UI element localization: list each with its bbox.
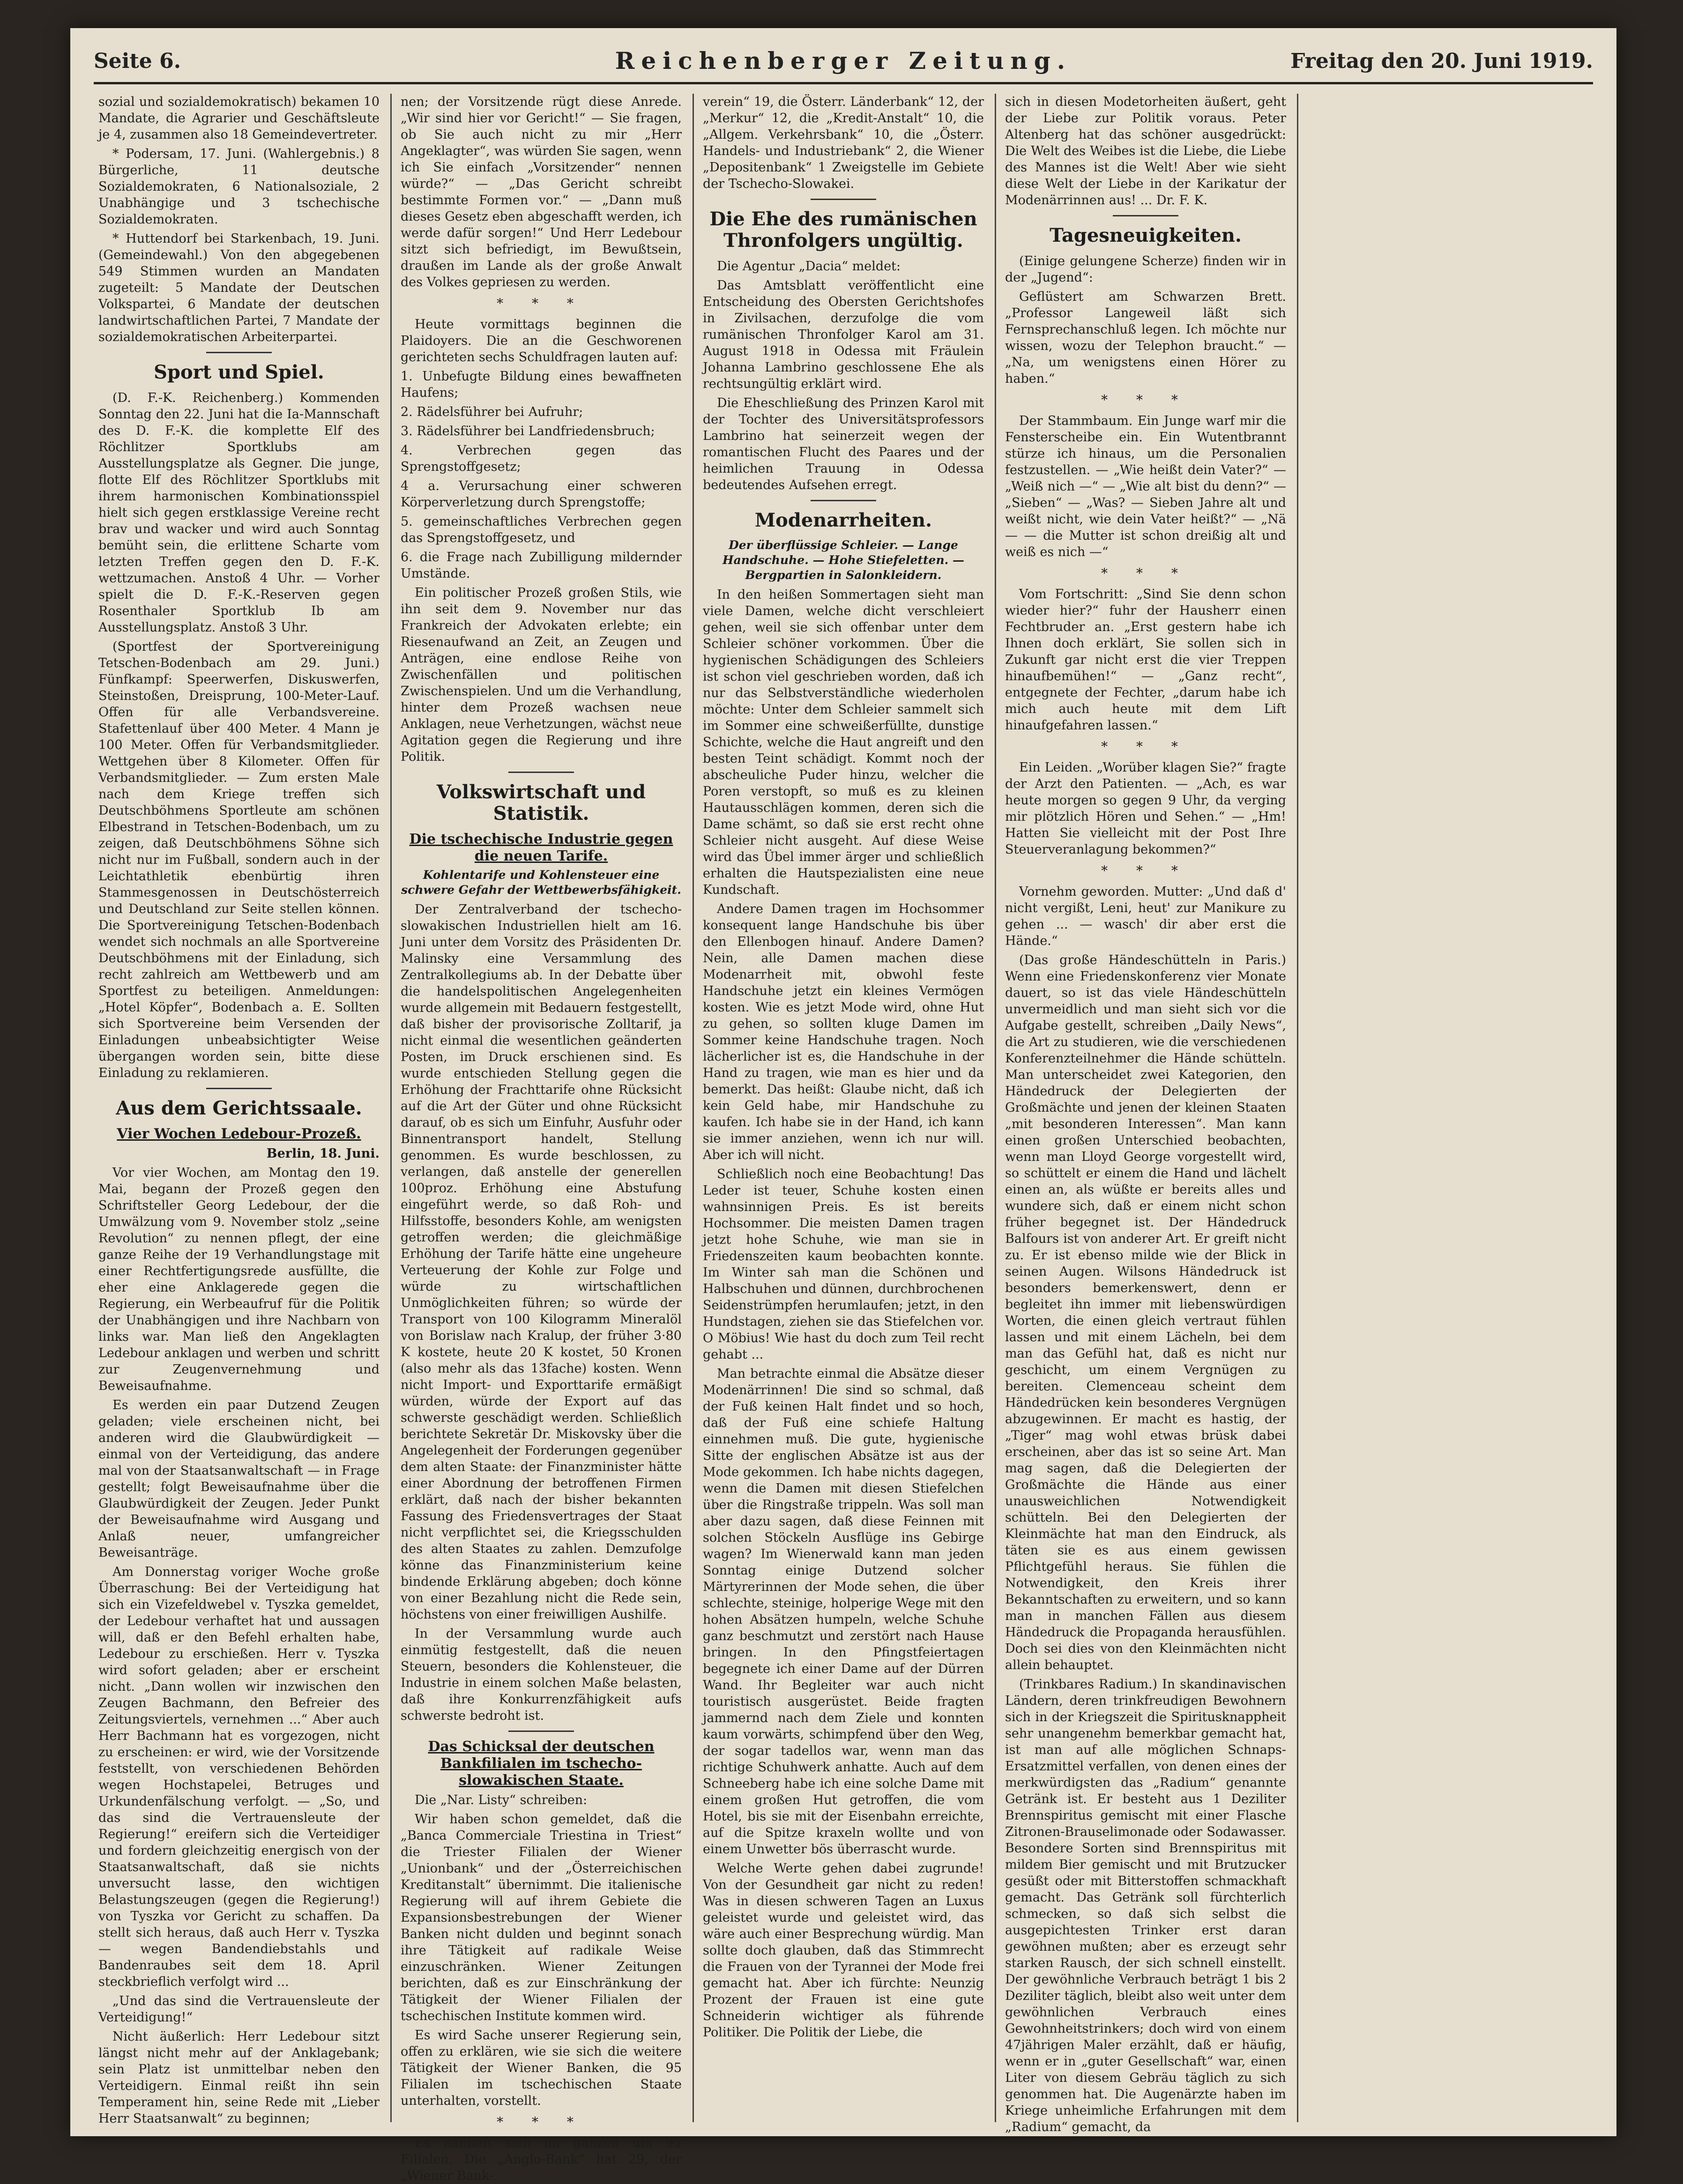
- section-divider: [206, 1088, 272, 1089]
- article-paragraph: Der Stammbaum. Ein Junge warf mir die Fensterscheibe ein. Ein Wutentbrannt stürze ich hinaus, um die Personalien festzustellen. — „Wie heißt dein Vater?“ — „Weiß nich —“ — „Wie alt bist du denn?“ — „Sieben“ — „Was? — Sieben Jahre alt und weißt nicht, wie dein Vater heißt?“ — „Nä — — die Mutter ist schon dreißig alt und weiß es nich —“: [1005, 414, 1286, 559]
- article-headline: Vier Wochen Ledebour-Prozeß.: [117, 1126, 361, 1142]
- election-report-huttendorf: * Huttendorf bei Starkenbach, 19. Juni. (Gemeindewahl.) Von den abgegebenen 549 Stimmen wurden an Mandaten zugeteilt: 5 Mandate der Deutschen Volkspartei, 6 Mandate der deutschen landwirtschaftlichen Partei, 7 Mandate der sozialdemokratischen Arbeiterpartei.: [98, 231, 380, 344]
- article-paragraph: Man betrachte einmal die Absätze dieser Modenärrinnen! Die sind so schmal, daß der Fuß keinen Halt findet und so hoch, daß der Fuß eine schiefe Haltung einnehmen muß. Die gute, hygienische Sitte der englischen Absätze ist aus der Mode gekommen. Ich habe nichts dagegen, wenn die Damen mit diesen Stiefelchen über die Ringstraße trippeln. Was soll man aber dazu sagen, daß diese Feinnen mit solchen Stöckeln Ausflüge ins Gebirge wagen? Im Wienerwald kann man jeden Sonntag einige Dutzend solcher Märtyrerinnen der Mode sehen, die über schlechte, steinige, holperige Wege mit den hohen Absätzen humpeln, welche Schuhe ganz beschmutzt und zerstört nach Hause bringen. In den Pfingstfeiertagen begegnete ich einer Dame auf der Dürren Wand. Ihr Begleiter war auch nicht touristisch ausgerüstet. Beide fragten jammernd nach dem Ziele und konnten kaum vorwärts, schimpfend über den Weg, der sogar tadellos war, wenn man das richtige Schuhwerk anhatte. Auch auf dem Schneeberg habe ich eine solche Dame mit einem großen Hut getroffen, die vom Hotel, bis sie mit der Eisenbahn erreichte, auf die Spitze kraxeln wollte und von einem Unwetter bös überrascht wurde.: [703, 1367, 984, 1857]
- list-item: 4. Verbrechen gegen das Sprengstoffgesetz;: [401, 443, 682, 474]
- article-paragraph: Am Donnerstag voriger Woche große Überraschung: Bei der Verteidigung hat sich ein Vizefeldwebel v. Tyszka gemeldet, der Ledebour verhaftet hat und aussagen will, daß er den Befehl erhalten habe, Ledebour zu erschießen. Herr v. Tyszka wird sofort geladen; aber er erscheint nicht. „Dann wollen wir inzwischen den Zeugen Bachmann, den Befreier des Zeitungsviertels, vernehmen ...“ Aber auch Herr Bachmann hat es vorgezogen, nicht zu erscheinen: er wird, wie der Vorsitzende feststellt, von verschiedenen Behörden wegen Hochstapelei, Betruges und Urkundenfälschung verfolgt. — „So, und das sind die Vertrauensleute der Regierung!“ ereifern sich die Verteidiger und fordern gleichzeitig energisch von der Staatsanwaltschaft, daß sie nichts unversucht lasse, den wichtigen Belastungszeugen (gegen die Regierung!) von Tyszka vor Gericht zu schaffen. Da stellt sich heraus, daß auch Herr v. Tyszka — wegen Bandendiebstahls und Bandenraubes seit dem 18. April steckbrieflich verfolgt wird ...: [98, 1565, 380, 1989]
- section-title-news: Tagesneuigkeiten.: [1050, 224, 1242, 246]
- separator-stars: * * *: [497, 296, 586, 311]
- article-paragraph: Ein Leiden. „Worüber klagen Sie?“ fragte der Arzt den Patienten. — „Ach, es war heute morgen so gegen 9 Uhr, da verging mir plötzlich Hören und Sehen.“ — „Hm! Hatten Sie vielleicht mit der Post Ihre Steuerveranlagung bekommen?“: [1005, 760, 1286, 857]
- column-rule: [1297, 94, 1298, 2122]
- article-paragraph: Heute vormittags beginnen die Plaidoyers. Die an die Geschworenen gerichteten sechs Schuldfragen lauten auf:: [401, 317, 682, 364]
- article-paragraph: Andere Damen tragen im Hochsommer konsequent lange Handschuhe bis über den Ellenbogen hinauf. Andere Damen? Nein, alle Damen machen diese Modenarrheit mit, obwohl feste Handschuhe jetzt ein kleines Vermögen kosten. Wie es jetzt Mode wird, ohne Hut zu gehen, so sollten kluge Damen im Sommer keine Handschuhe tragen. Noch lächerlicher ist es, die Handschuhe in der Hand zu tragen, wie man es hier und da bemerkt. Das heißt: Glaube nicht, daß ich kein Geld habe, mir Handschuhe zu kaufen. Ich habe sie in der Hand, ich kann sie immer anziehen, wenn ich nur will. Aber ich will nicht.: [703, 902, 984, 1162]
- article-paragraph: (Trinkbares Radium.) In skandinavischen Ländern, deren trinkfreudigen Bewohnern sich in der Kriegszeit die Spiritusknappheit sehr unangenehm bemerkbar gemacht hat, ist man auf alle möglichen Schnaps-Ersatzmittel verfallen, von denen eines der merkwürdigsten das „Radium“ genannte Getränk ist. Er besteht aus 1 Deziliter Brennspiritus gemischt mit einer Flasche Zitronen-Brauselimonade oder Sodawasser. Besondere Sorten sind Brennspiritus mit mildem Bier gemischt und mit Brutzucker gesüßt oder mit Bitterstoffen schmackhaft gemacht. Das Getränk soll fürchterlich schmecken, so daß sich selbst die ausgepichtesten Trinker erst daran gewöhnen mußten; aber es erzeugt sehr starken Rausch, der sich schnell einstellt. Der gewöhnliche Verbrauch beträgt 1 bis 2 Deziliter täglich, bleibt also weit unter dem gewöhnlichen Verbrauch eines Gewohnheitstrinkers; doch wird von einem 47jährigen Maler erzählt, daß er häufig, wenn er in „guter Gesellschaft“ war, einen Liter von diesem Gebräu täglich zu sich genommen hat. Die Augenärzte haben im Kriege unheimliche Erfahrungen mit dem „Radium“ gemacht, da: [1005, 1677, 1286, 2134]
- article-paragraph: Wir haben schon gemeldet, daß die „Banca Commerciale Triestina in Triest“ die Triester Filialen der Wiener „Unionbank“ und der „Österreichischen Kreditanstalt“ übernimmt. Die italienische Regierung will auf ihrem Gebiete die Expansionsbestrebungen der Wiener Banken nicht dulden und beginnt sonach ihre Tätigkeit auf radikale Weise einzuschränken. Wiener Zeitungen berichten, daß es zur Einschränkung der Tätigkeit der Wiener Filialen der tschechischen Institute kommen wird.: [401, 1812, 682, 2023]
- section-divider: [811, 199, 876, 200]
- section-divider: [811, 500, 876, 501]
- article-paragraph: Schließlich noch eine Beobachtung! Das Leder ist teuer, Schuhe kosten einen wahnsinnigen Preis. Es ist bereits Hochsommer. Die meisten Damen tragen jetzt hohe Schuhe, wie man sie in Friedenszeiten kaum beobachten konnte. Im Winter sah man die Schönen und Halbschuhen und dünnen, durchbrochenen Seidenstrümpfen herumlaufen; jetzt, in den Hundstagen, ziehen sie das Stiefelchen vor. O Möbius! Wie hast du doch zum Teil recht gehabt ...: [703, 1167, 984, 1362]
- election-report-podersam: * Podersam, 17. Juni. (Wahlergebnis.) 8 Bürgerliche, 11 deutsche Sozialdemokraten, 6 Nationalsoziale, 2 Unabhängige und 3 tschechische Sozialdemokraten.: [98, 147, 380, 227]
- article-headline: Modenarrheiten.: [754, 509, 932, 531]
- masthead: Reichenberger Zeitung.: [615, 47, 1072, 74]
- separator-stars: * * *: [1101, 863, 1190, 878]
- article-paragraph: Vom Fortschritt: „Sind Sie denn schon wieder hier?“ fuhr der Hausherr einen Fechtbruder an. „Erst gestern habe ich Ihnen doch erklärt, Sie sollen sich in Zukunft gar nicht erst die vier Treppen hinaufbemühen!“ — „Ganz recht“, entgegnete der Fechter, „darum habe ich mich auch heute mit dem Lift hinaufgefahren lassen.“: [1005, 587, 1286, 733]
- list-item: 4 a. Verursachung einer schweren Körperverletzung durch Sprengstoffe;: [401, 479, 682, 510]
- section-divider: [508, 1731, 574, 1732]
- article-paragraph: Es werden ein paar Dutzend Zeugen geladen; viele erscheinen nicht, bei anderen wird die Glaubwürdigkeit — einmal von der Verteidigung, das andere mal von der Staatsanwaltschaft — in Frage gestellt; folgt Beweisaufnahme über die Glaubwürdigkeit der Zeugen. Jeder Punkt der Beweisaufnahme wird Ausgang und Anlaß neuer, umfangreicher Beweisanträge.: [98, 1398, 380, 1560]
- list-item: 2. Rädelsführer bei Aufruhr;: [401, 405, 583, 419]
- article-paragraph: Die Agentur „Dacia“ meldet:: [717, 259, 901, 274]
- article-paragraph: In der Versammlung wurde auch einmütig festgestellt, daß die neuen Steuern, besonders die Kohlensteuer, die Industrie in einem solchen Maße belasten, daß ihre Konkurrenzfähigkeit aufs schwerste bedroht ist.: [401, 1627, 682, 1723]
- separator-stars: * * *: [497, 2114, 586, 2130]
- article-paragraph: Der Zentralverband der tschecho-slowakischen Industriellen hielt am 16. Juni unter dem Vorsitz des Präsidenten Dr. Malinsky eine Versammlung des Zentralkollegiums ab. In der Debatte über die handelspolitischen Angelegenheiten wurde allgemein mit Bedauern festgestellt, daß bisher der provisorische Zolltarif, ja nicht einmal die wesentlichen geänderten Posten, im Druck erschienen sind. Es wurde entschieden Stellung gegen die Erhöhung der Frachttarife ohne Rücksicht auf die Art der Güter und ohne Rücksicht darauf, ob es sich um Einfuhr, Ausfuhr oder Binnentransport handelt, Stellung genommen. Es wurde beschlossen, zu verlangen, daß anstelle der generellen 100proz. Erhöhung eine Abstufung eingeführt werde, so daß Roh- und Hilfsstoffe, besonders Kohle, am wenigsten getroffen werden; die gleichmäßige Erhöhung der Tarife hätte eine ungeheure Verteuerung der Kohle zur Folge und würde zu wirtschaftlichen Unmöglichkeiten führen; so würde der Transport von 100 Kilogramm Mineralöl von Borislaw nach Kralup, der früher 3·80 K kostete, heute 20 K kostet, 50 Kronen (also mehr als das 13fache) kosten. Wenn nicht Import- und Exporttarife ermäßigt würden, würde der Export auf das schwerste geschädigt werden. Schließlich berichtete Sekretär Dr. Miskovsky über die Angelegenheit der Forderungen gegenüber dem alten Staate: der Finanzminister hätte einer Abordnung der betroffenen Firmen erklärt, daß nach der bisher bekannten Fassung des Friedensvertrages der Staat nicht verpflichtet sei, die Kriegsschulden des alten Staates zu zahlen. Demzufolge könne das Finanzministerium keine bindende Erklärung abgeben; doch könne von einer Bezahlung nicht die Rede sein, höchstens von einer freiwilligen Aushilfe.: [401, 902, 682, 1622]
- article-paragraph: (Sportfest der Sportvereinigung Tetschen-Bodenbach am 29. Juni.) Fünfkampf: Speerwerfen, Diskuswerfen, Steinstoßen, Dreisprung, 100-Meter-Lauf. Offen für alle Verbandsvereine. Stafettenlauf über 400 Meter. 4 Mann je 100 Meter. Offen für Verbandsmitglieder. Wettgehen über 8 Kilometer. Offen für Verbandsmitglieder. — Zum ersten Male nach dem Kriege treffen sich Deutschböhmens Sportleute am schönen Elbestrand in Tetschen-Bodenbach, um zu zeigen, daß Deutschböhmens Söhne sich nicht nur im Fußball, sondern auch in der Leichtathletik ebenbürtig ihren Stammesgenossen in Deutschösterreich und Deutschland zur Seite stellen können. Die Sportvereinigung Tetschen-Bodenbach wendet sich nochmals an alle Sportvereine Deutschböhmens mit der Einladung, sich recht zahlreich am Wettbewerb und am Sportfest zu beteiligen. Anmeldungen: „Hotel Köpfer“, Bodenbach a. E. Sollten sich Sportvereine beim Versenden der Einladungen unbeabsichtigter Weise übergangen worden sein, bitte diese Einladung zu reklamieren.: [98, 639, 380, 1080]
- article-headline: Das Schicksal der deutschen Bankfilialen im tschecho-slowakischen Staate.: [428, 1738, 655, 1789]
- article-paragraph: In den heißen Sommertagen sieht man viele Damen, welche dicht verschleiert gehen, weil sie sich offenbar unter dem Schleier schöner vorkommen. Über die hygienischen Schädigungen des Schleiers ist schon viel geschrieben worden, daß ich nur das Selbstverständliche wiederholen möchte: Unter dem Schleier sammelt sich im Sommer eine schweißerfüllte, dunstige Schichte, welche die Haut angreift und den besten Teint schädigt. Kommt noch der abscheuliche Puder hinzu, welcher die Poren verstopft, so muß es zu kleinen Hautausschlägen kommen, deren sich die Dame schämt, so daß sie erst recht ohne Schleier nicht ausgeht. Auf diese Weise wird das Übel immer ärger und schließlich erhalten die Hautspezialisten eine neue Kundschaft.: [703, 587, 984, 897]
- column-rule: [390, 94, 392, 2122]
- article-headline: Die tschechische Industrie gegen die neuen Tarife.: [409, 831, 673, 864]
- article-paragraph: Das Amtsblatt veröffentlicht eine Entscheidung des Obersten Gerichtshofes in Zivilsachen, derzufolge die vom rumänischen Thronfolger Karol am 31. August 1918 in Odessa mit Fräulein Johanna Lambrino geschlossene Ehe als rechtsungültig erklärt wird.: [703, 278, 984, 391]
- article-paragraph: (Das große Händeschütteln in Paris.) Wenn eine Friedenskonferenz vier Monate dauert, so ist das viele Händeschütteln unvermeidlich und man sieht sich vor die Aufgabe gestellt, schreiben „Daily News“, die Art zu studieren, wie die verschiedenen Konferenzteilnehmer die Hände schütteln. Man unterscheidet zwei Kategorien, den Händedruck der Delegierten der Großmächte und jenen der kleinen Staaten „mit besonderen Interessen“. Man kann einen großen Unterschied beobachten, wenn man Lloyd George vorgestellt wird, so schüttelt er einem die Hand und lächelt einen an, als wüßte er bereits alles und wundere sich, daß er einem nicht schon früher begegnet ist. Der Händedruck Balfours ist von anderer Art. Er greift nicht zu. Er ist ebenso milde wie der Blick in seinen Augen. Wilsons Händedruck ist besonders bemerkenswert, denn er begleitet ihn immer mit liebenswürdigen Worten, die einen gleich vertraut fühlen lassen und mit einem Lächeln, bei dem man das Gefühl hat, daß es nicht nur geschicht, um einem Vergnügen zu bereiten. Clemenceau scheint dem Händedrücken kein besonderes Vergnügen abzugewinnen. Er macht es hastig, der „Tiger“ mag wohl etwas brüsk dabei erscheinen, aber das ist so seine Art. Man mag sagen, daß die Delegierten der Großmächte die Hände aus einer unausweichlichen Notwendigkeit schütteln. Bei den Delegierten der Kleinmächte hat man den Eindruck, als täten sie es aus einem gewissen Pflichtgefühl heraus. Sie fühlen die Notwendigkeit, den Kreis ihrer Bekanntschaften zu erweitern, und so kann man in manchen Fällen aus diesem Händedruck die Propaganda herausfühlen. Doch sei dies von den Kleinmächten nicht allein behauptet.: [1005, 953, 1286, 1672]
- section-title-economy: Volkswirtschaft und Statistik.: [436, 781, 646, 825]
- article-subheadline: Der überflüssige Schleier. — Lange Handschuhe. — Hohe Stiefeletten. — Bergpartien in Salonkleidern.: [722, 538, 965, 582]
- article-paragraph: Es handelt sich im ganzen um 95 Filialen. Die „Anglo-Bank“ hat 29, der „Wiener Bank-: [401, 2136, 682, 2183]
- article-paragraph: Ein politischer Prozeß großen Stils, wie ihn seit dem 9. November nur das Frankreich der Advokaten erlebte; ein Riesenaufwand an Zeit, an Zeugen und Anträgen, eine endlose Reihe von Zwischenfällen und politischen Zwischenspielen. Und um die Verhandlung, hinter dem Prozeß wachsen neue Anklagen, neue Verhetzungen, wächst neue Agitation gegen die Regierung und ihre Politik.: [401, 586, 682, 764]
- article-paragraph: Vornehm geworden. Mutter: „Und daß d' nicht vergißt, Leni, heut' zur Manikure zu gehen ... — wasch' dir aber erst die Hände.“: [1005, 884, 1286, 948]
- separator-stars: * * *: [1101, 565, 1190, 581]
- article-paragraph: Vor vier Wochen, am Montag den 19. Mai, begann der Prozeß gegen den Schriftsteller Georg Ledebour, der die Umwälzung vom 9. November stolz „seine Revolution“ zu nennen pflegt, der eine ganze Reihe der 19 Verhandlungstage mit einer Rechtfertigungsrede ausfüllte, die eher eine Anklagerede gegen die Regierung, ein Werbeaufruf für die Politik der Unabhängigen und ihre Nachbarn von links war. Man ließ den Angeklagten Ledebour anklagen und werben und schritt zur Zeugenvernehmung und Beweisaufnahme.: [98, 1166, 380, 1393]
- newspaper-page: [70, 28, 1616, 2183]
- article-paragraph: Geflüstert am Schwarzen Brett. „Professor Langeweil läßt sich Fernsprechanschluß legen. Ich möchte nur wissen, wozu der Telephon braucht.“ — „Na, um wenigstens einen Hörer zu haben.“: [1005, 290, 1286, 386]
- article-paragraph: Welche Werte gehen dabei zugrunde! Von der Gesundheit gar nicht zu reden! Was in diesen schweren Tagen an Luxus geleistet wurde und geleistet wird, das wäre auch einer Besprechung würdig. Man sollte doch glauben, daß das Stimmrecht die Frauen von der Tyrannei der Mode frei gemacht hat. Aber ich fürchte: Neunzig Prozent der Frauen ist eine gute Schneiderin wichtiger als führende Politiker. Die Politik der Liebe, die: [703, 1861, 984, 2040]
- article-headline: Die Ehe des rumänischen Thronfolgers ungültig.: [709, 208, 977, 252]
- page-number: Seite 6.: [94, 49, 181, 73]
- article-paragraph: Nicht äußerlich: Herr Ledebour sitzt längst nicht mehr auf der Anklagebank; sein Platz ist unmittelbar neben den Verteidigern. Einmal reißt ihn sein Temperament hin, seine Rede mit „Lieber Herr Staatsanwalt“ zu beginnen;: [98, 2029, 380, 2126]
- election-report: sozial und sozialdemokratisch) bekamen 10 Mandate, die Agrarier und Geschäftsleute je 4, zusammen also 18 Gemeindevertreter.: [98, 95, 380, 142]
- article-paragraph: Es wird Sache unserer Regierung sein, offen zu erklären, wie sie sich die weitere Tätigkeit der Wiener Banken, die 95 Filialen im tschechischen Staate unterhalten, vorstellt.: [401, 2028, 682, 2108]
- article-paragraph: sich in diesen Modetorheiten äußert, geht der Liebe zur Politik voraus. Peter Altenberg hat das schöner ausgedrückt: Die Welt des Weibes ist die Liebe, die Liebe des Mannes ist die Welt! Aber wie sieht diese Welt der Liebe in der Karikatur der Modenärrinnen aus! ... Dr. F. K.: [1005, 95, 1286, 208]
- column-2: [401, 94, 682, 2183]
- separator-stars: * * *: [1101, 739, 1190, 754]
- article-paragraph: Die „Nar. Listy“ schreiben:: [415, 1793, 588, 1807]
- separator-stars: * * *: [1101, 392, 1190, 408]
- list-item: 3. Rädelsführer bei Landfriedensbruch;: [401, 424, 655, 438]
- article-paragraph: (D. F.-K. Reichenberg.) Kommenden Sonntag den 22. Juni hat die Ia-Mannschaft des D. F.-K. die komplette Elf des Röchlitzer Sportklubs am Ausstellungsplatze als Gegner. Die junge, flotte Elf des Röchlitzer Sportklubs mit ihrem harmonischen Kombinationsspiel hielt sich gegen erstklassige Vereine recht brav und wacker und wird auch Sonntag bemüht sein, die erlittene Scharte vom letzten Treffen gegen den D. F.-K. wettzumachen. Anstoß 4 Uhr. — Vorher spielt die D. F.-K.-Reserven gegen Rosenthaler Sportklub Ib am Ausstellungsplatz. Anstoß 3 Uhr.: [98, 391, 380, 635]
- column-rule: [693, 94, 694, 2122]
- list-item: 1. Unbefugte Bildung eines bewaffneten Haufens;: [401, 369, 682, 400]
- issue-date: Freitag den 20. Juni 1919.: [1290, 49, 1593, 73]
- column-4: [1005, 94, 1286, 2134]
- section-divider: [1113, 215, 1178, 216]
- column-rule: [995, 94, 996, 2122]
- article-subheadline: Kohlentarife und Kohlensteuer eine schwere Gefahr der Wettbewerbsfähigkeit.: [401, 868, 681, 897]
- article-paragraph: nen; der Vorsitzende rügt diese Anrede. „Wir sind hier vor Gericht!“ — Sie fragen, ob Sie auch nicht zu mir „Herr Angeklagter“, was würden Sie sagen, wenn ich Sie einfach „Vorsitzender“ nennen würde?“ — „Das Gericht schreibt bestimmte Formen vor.“ — „Dann muß dieses Gesetz eben abgeschafft werden, ich werde dafür sorgen!“ Und Herr Ledebour sitzt sich befriedigt, im Bewußtsein, draußen im Lande als der große Anwalt des Volkes gepriesen zu werden.: [401, 95, 682, 290]
- column-1: [98, 94, 380, 2126]
- list-item: 6. die Frage nach Zubilligung mildernder Umstände.: [401, 550, 682, 581]
- article-paragraph: (Einige gelungene Scherze) finden wir in der „Jugend“:: [1005, 254, 1286, 285]
- section-divider: [206, 352, 272, 353]
- section-title-sport: Sport und Spiel.: [154, 361, 324, 383]
- column-3: [703, 94, 984, 2122]
- article-paragraph: Die Eheschließung des Prinzen Karol mit der Tochter des Universitätsprofessors Lambrino hat seinerzeit wegen der romantischen Flucht des Paares und der heimlichen Trauung in Odessa bedeutendes Aufsehen erregt.: [703, 396, 984, 492]
- dateline: Berlin, 18. Juni.: [266, 1146, 380, 1161]
- page-header: [94, 45, 1593, 84]
- section-divider: [508, 772, 574, 773]
- article-paragraph: „Und das sind die Vertrauensleute der Verteidigung!“: [98, 1994, 380, 2025]
- list-item: 5. gemeinschaftliches Verbrechen gegen das Sprengstoffgesetz, und: [401, 514, 682, 545]
- section-title-court: Aus dem Gerichtssaale.: [116, 1097, 362, 1119]
- article-paragraph: verein“ 19, die Österr. Länderbank“ 12, der „Merkur“ 12, die „Kredit-Anstalt“ 10, die „Allgem. Verkehrsbank“ 10, die „Österr. Handels- und Industriebank“ 2, die Wiener „Depositenbank“ 1 Zweigstelle im Gebiete der Tschecho-Slowakei.: [703, 95, 984, 191]
